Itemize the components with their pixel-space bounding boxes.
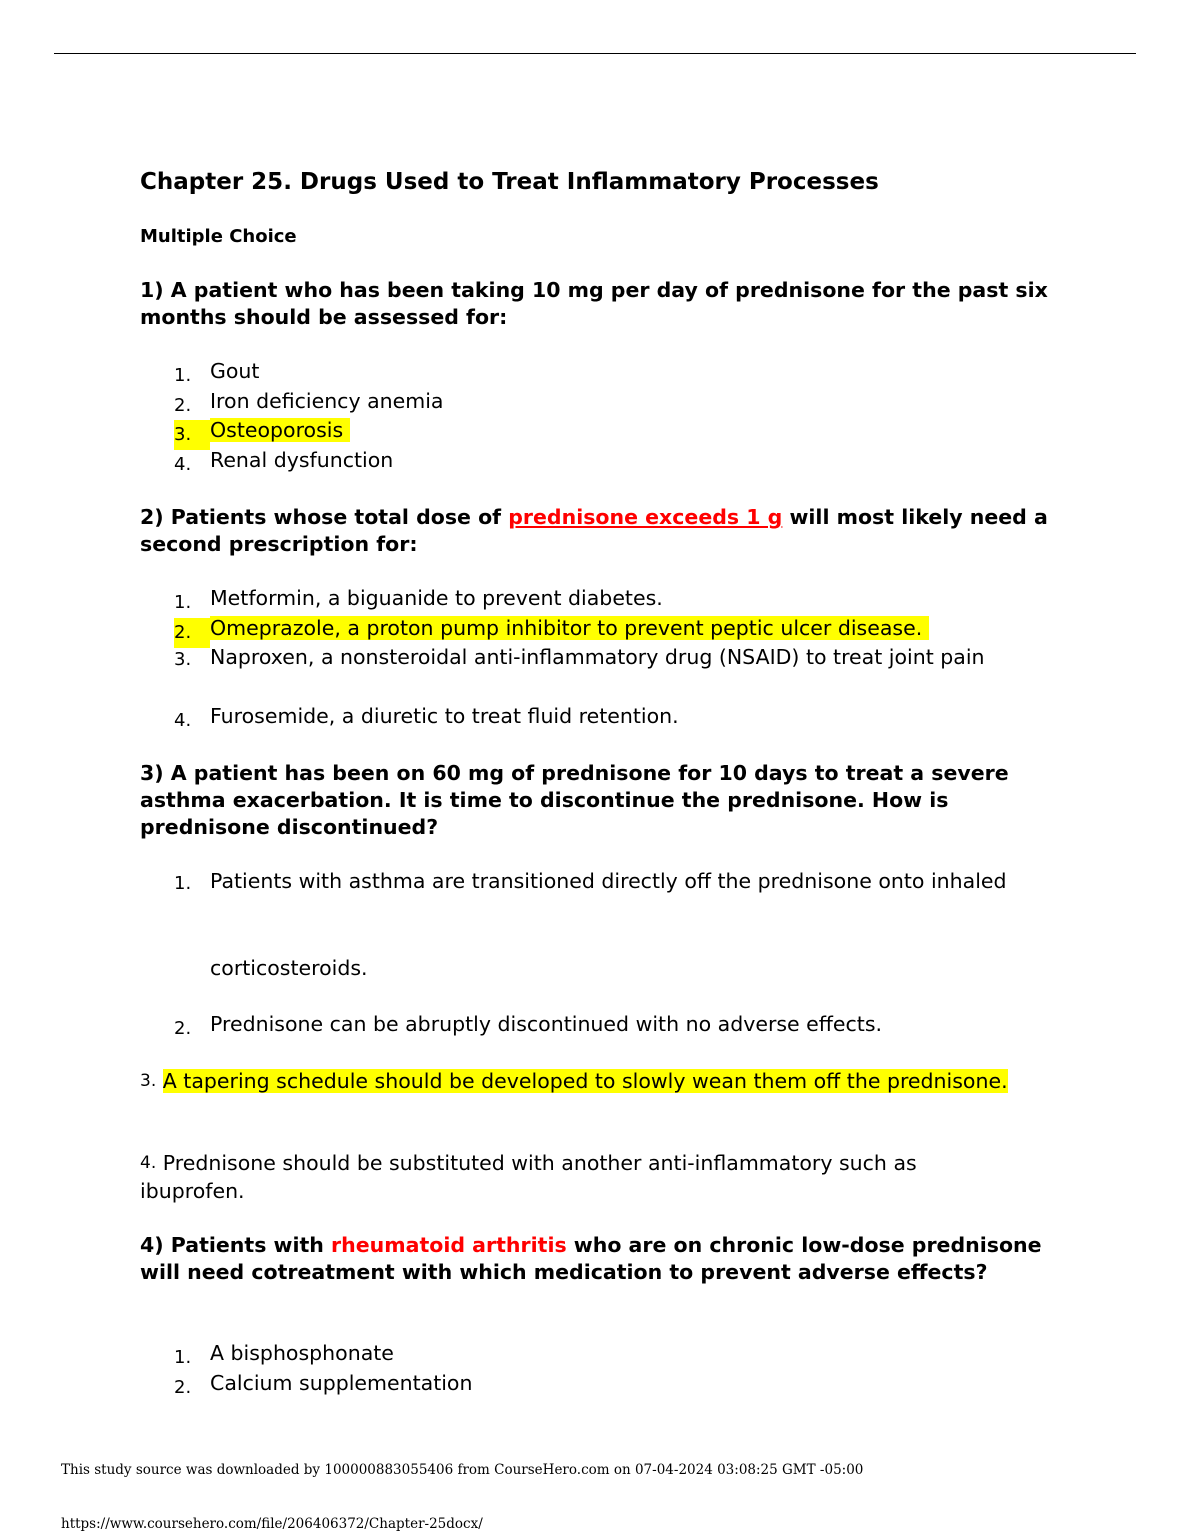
question-4-stem bbox=[140, 1232, 1050, 1286]
option-number: 3. bbox=[140, 1071, 157, 1091]
option-text-highlighted: Osteoporosis bbox=[210, 418, 344, 442]
stem-emphasis: prednisone exceeds 1 g bbox=[508, 505, 783, 529]
stem-text: will most likely need a second prescription for: bbox=[140, 505, 1048, 556]
q3-option-4 bbox=[140, 1149, 1020, 1205]
option-number: 2. bbox=[174, 1018, 192, 1039]
option-text: Naproxen, a nonsteroidal anti-inflammatory drug (NSAID) to treat joint pain bbox=[210, 645, 985, 669]
option-text: Furosemide, a diuretic to treat fluid retention. bbox=[210, 704, 679, 728]
option-number: 1. bbox=[174, 365, 192, 386]
option-text: Patients with asthma are transitioned directly off the prednisone onto inhaled bbox=[210, 869, 1007, 893]
q2-option-4 bbox=[174, 702, 1044, 736]
header-rule bbox=[54, 53, 1136, 54]
q3-option-1-continued bbox=[174, 954, 1044, 984]
option-text: Metformin, a biguanide to prevent diabetes. bbox=[210, 586, 663, 610]
option-text: Gout bbox=[210, 359, 260, 383]
stem-text: who are on chronic low-dose prednisone will need cotreatment with which medication to prevent adverse effects? bbox=[140, 1233, 1042, 1284]
option-number: 3. bbox=[174, 649, 192, 670]
option-text: Iron deficiency anemia bbox=[210, 389, 444, 413]
option-number: 2. bbox=[174, 395, 192, 416]
option-text: corticosteroids. bbox=[210, 956, 368, 980]
question-1-stem: 1) A patient who has been taking 10 mg per day of prednisone for the past six months should be assessed for: bbox=[140, 278, 1048, 329]
option-number: 1. bbox=[174, 1347, 192, 1368]
q1-option-3-answer bbox=[174, 416, 1044, 450]
q4-option-2 bbox=[174, 1369, 1044, 1403]
option-text: Prednisone can be abruptly discontinued with no adverse effects. bbox=[210, 1012, 883, 1036]
q3-option-1 bbox=[174, 867, 1044, 899]
option-number: 3. bbox=[174, 420, 210, 450]
question-3-stem: 3) A patient has been on 60 mg of prednisone for 10 days to treat a severe asthma exacerbation. It is time to discontinue the prednisone. How is prednisone discontinued? bbox=[140, 761, 1009, 839]
option-text: Calcium supplementation bbox=[210, 1371, 473, 1395]
stem-text: 2) Patients whose total dose of bbox=[140, 505, 509, 529]
q3-option-2 bbox=[174, 1010, 1044, 1044]
option-number: 4. bbox=[174, 454, 192, 475]
q3-option-3-answer bbox=[140, 1067, 1020, 1095]
stem-emphasis: rheumatoid arthritis bbox=[331, 1233, 567, 1257]
option-number: 1. bbox=[174, 873, 192, 894]
page-title: Chapter 25. Drugs Used to Treat Inflammatory Processes bbox=[140, 169, 879, 195]
option-text: Renal dysfunction bbox=[210, 448, 394, 472]
q4-option-1 bbox=[174, 1339, 1044, 1373]
section-heading: Multiple Choice bbox=[140, 226, 297, 247]
option-number: 2. bbox=[174, 618, 210, 648]
stem-text: 4) Patients with bbox=[140, 1233, 332, 1257]
q2-option-3 bbox=[174, 643, 1044, 675]
q1-option-1 bbox=[174, 357, 1044, 391]
option-text: Prednisone should be substituted with another anti-inflammatory such as ibuprofen. bbox=[140, 1151, 917, 1203]
q2-option-1 bbox=[174, 584, 1044, 618]
q1-option-4 bbox=[174, 446, 1044, 480]
option-number: 4. bbox=[140, 1153, 157, 1173]
option-number: 1. bbox=[174, 592, 192, 613]
download-notice: This study source was downloaded by 100000883055406 from CourseHero.com on 07-04-2024 03:08:25 GMT -05:00 bbox=[61, 1462, 864, 1478]
question-2-stem bbox=[140, 504, 1050, 558]
option-text-highlighted: A tapering schedule should be developed to slowly wean them off the prednisone. bbox=[162, 1069, 1008, 1093]
option-text: A bisphosphonate bbox=[210, 1341, 394, 1365]
source-url[interactable]: https://www.coursehero.com/file/206406372/Chapter-25docx/ bbox=[61, 1516, 483, 1532]
option-number: 2. bbox=[174, 1377, 192, 1398]
option-text-highlighted: Omeprazole, a proton pump inhibitor to prevent peptic ulcer disease. bbox=[210, 616, 923, 640]
option-number: 4. bbox=[174, 710, 192, 731]
